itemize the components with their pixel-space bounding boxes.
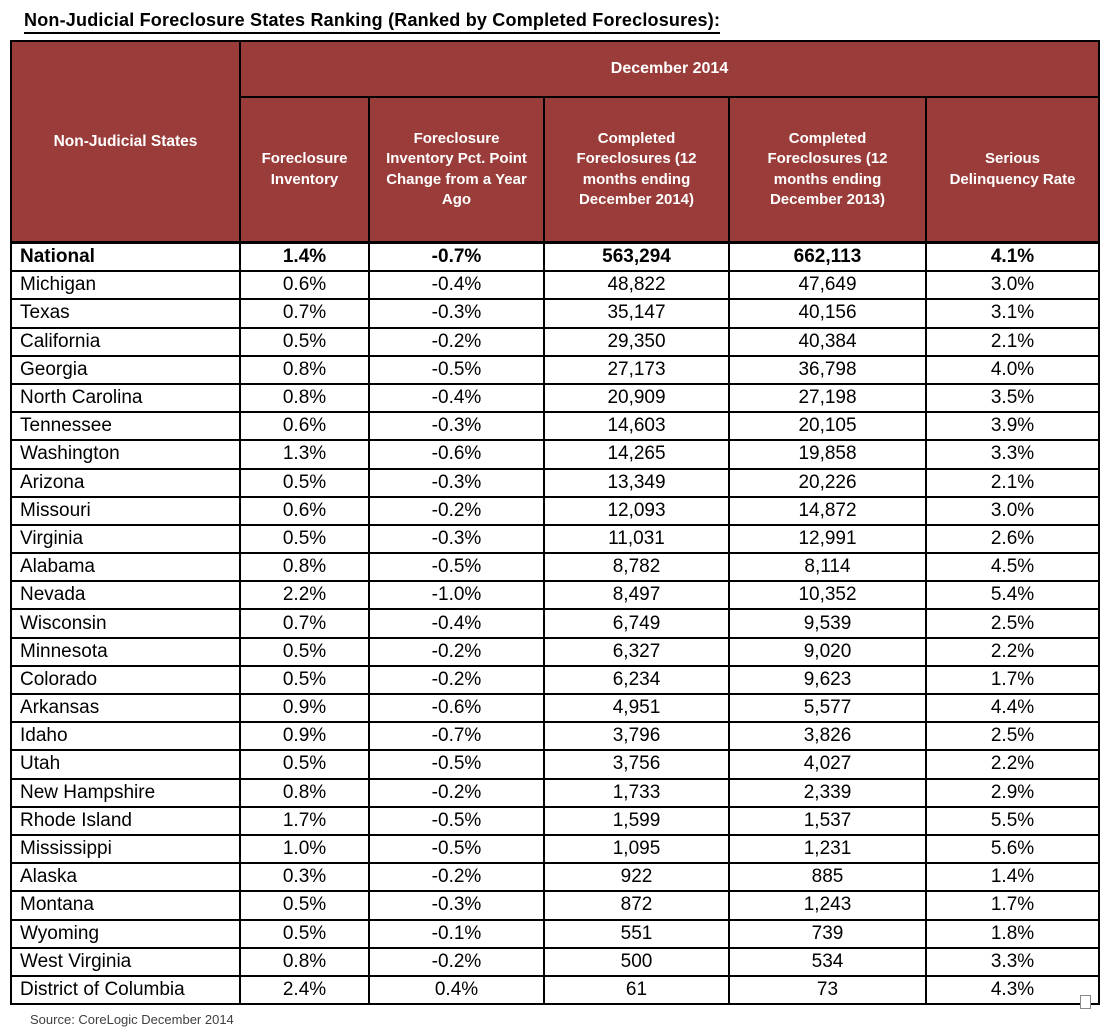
state-name-cell: Mississippi [11, 835, 240, 863]
table-row [11, 638, 1099, 666]
value-cell: 48,822 [544, 271, 729, 299]
value-cell: 885 [729, 863, 926, 891]
state-name-cell: Georgia [11, 356, 240, 384]
value-cell: 20,105 [729, 412, 926, 440]
state-name-cell: Wisconsin [11, 609, 240, 637]
value-cell: 0.4% [369, 976, 544, 1004]
column-header-states: Non-Judicial States [11, 41, 240, 243]
value-cell: -0.3% [369, 299, 544, 327]
value-cell: 9,623 [729, 666, 926, 694]
page-title-text: Non-Judicial Foreclosure States Ranking (Ranked by Completed Foreclosures): [24, 10, 720, 34]
table-body [11, 243, 1099, 1005]
table-row [11, 497, 1099, 525]
value-cell: -0.3% [369, 891, 544, 919]
value-cell: 11,031 [544, 525, 729, 553]
value-cell: -0.6% [369, 440, 544, 468]
state-name-cell: Missouri [11, 497, 240, 525]
value-cell: 0.5% [240, 469, 369, 497]
page-title [24, 10, 1109, 34]
state-name-cell: Utah [11, 750, 240, 778]
table-row [11, 694, 1099, 722]
value-cell: 4.1% [926, 243, 1099, 272]
value-cell: 0.5% [240, 525, 369, 553]
state-name-cell: District of Columbia [11, 976, 240, 1004]
value-cell: 1,733 [544, 779, 729, 807]
value-cell: -0.2% [369, 779, 544, 807]
value-cell: 29,350 [544, 328, 729, 356]
value-cell: 2,339 [729, 779, 926, 807]
state-name-cell: Alaska [11, 863, 240, 891]
value-cell: -0.3% [369, 412, 544, 440]
value-cell: 27,173 [544, 356, 729, 384]
value-cell: 5.5% [926, 807, 1099, 835]
value-cell: 1.0% [240, 835, 369, 863]
value-cell: 3.3% [926, 440, 1099, 468]
value-cell: 0.5% [240, 328, 369, 356]
value-cell: 1.8% [926, 920, 1099, 948]
value-cell: -0.1% [369, 920, 544, 948]
value-cell: 0.8% [240, 384, 369, 412]
value-cell: 4,027 [729, 750, 926, 778]
value-cell: 0.3% [240, 863, 369, 891]
value-cell: 13,349 [544, 469, 729, 497]
value-cell: 0.8% [240, 553, 369, 581]
value-cell: 4.3% [926, 976, 1099, 1004]
state-name-cell: Michigan [11, 271, 240, 299]
value-cell: 2.2% [926, 638, 1099, 666]
value-cell: 12,991 [729, 525, 926, 553]
value-cell: 500 [544, 948, 729, 976]
value-cell: 14,265 [544, 440, 729, 468]
value-cell: 61 [544, 976, 729, 1004]
value-cell: 2.5% [926, 609, 1099, 637]
value-cell: 4.4% [926, 694, 1099, 722]
state-name-cell: Arizona [11, 469, 240, 497]
table-row [11, 553, 1099, 581]
value-cell: 2.4% [240, 976, 369, 1004]
value-cell: 27,198 [729, 384, 926, 412]
foreclosure-ranking-table [10, 40, 1100, 1005]
value-cell: -0.5% [369, 750, 544, 778]
state-name-cell: Tennessee [11, 412, 240, 440]
state-name-cell: North Carolina [11, 384, 240, 412]
value-cell: 0.7% [240, 609, 369, 637]
value-cell: 8,782 [544, 553, 729, 581]
value-cell: 0.5% [240, 638, 369, 666]
value-cell: 9,020 [729, 638, 926, 666]
table-row [11, 356, 1099, 384]
state-name-cell: New Hampshire [11, 779, 240, 807]
value-cell: -0.5% [369, 356, 544, 384]
value-cell: 2.1% [926, 328, 1099, 356]
value-cell: -0.2% [369, 638, 544, 666]
column-header-completed-foreclosures-2013: Completed Foreclosures (12 months ending December 2013) [729, 97, 926, 243]
value-cell: 10,352 [729, 581, 926, 609]
value-cell: 1,599 [544, 807, 729, 835]
value-cell: 0.6% [240, 271, 369, 299]
value-cell: -0.4% [369, 609, 544, 637]
value-cell: 1,243 [729, 891, 926, 919]
value-cell: 1.4% [240, 243, 369, 272]
value-cell: 1.7% [240, 807, 369, 835]
value-cell: 20,226 [729, 469, 926, 497]
column-header-completed-foreclosures-2014: Completed Foreclosures (12 months ending December 2014) [544, 97, 729, 243]
state-name-cell: Minnesota [11, 638, 240, 666]
value-cell: 2.9% [926, 779, 1099, 807]
state-name-cell: Arkansas [11, 694, 240, 722]
table-row [11, 807, 1099, 835]
value-cell: -0.4% [369, 271, 544, 299]
column-header-foreclosure-inventory: Foreclosure Inventory [240, 97, 369, 243]
table-row [11, 384, 1099, 412]
state-name-cell: National [11, 243, 240, 272]
value-cell: 5.6% [926, 835, 1099, 863]
value-cell: 5,577 [729, 694, 926, 722]
state-name-cell: Colorado [11, 666, 240, 694]
table-row [11, 243, 1099, 272]
state-name-cell: Texas [11, 299, 240, 327]
value-cell: -0.4% [369, 384, 544, 412]
state-name-cell: Montana [11, 891, 240, 919]
value-cell: 0.6% [240, 412, 369, 440]
state-name-cell: Idaho [11, 722, 240, 750]
state-name-cell: Alabama [11, 553, 240, 581]
value-cell: 3,756 [544, 750, 729, 778]
value-cell: 662,113 [729, 243, 926, 272]
table-row [11, 412, 1099, 440]
value-cell: -0.5% [369, 835, 544, 863]
table-row [11, 948, 1099, 976]
value-cell: -0.3% [369, 469, 544, 497]
value-cell: -0.2% [369, 863, 544, 891]
table-row [11, 976, 1099, 1004]
value-cell: 73 [729, 976, 926, 1004]
value-cell: 3,826 [729, 722, 926, 750]
value-cell: 40,156 [729, 299, 926, 327]
value-cell: 922 [544, 863, 729, 891]
value-cell: 2.5% [926, 722, 1099, 750]
value-cell: -0.2% [369, 666, 544, 694]
value-cell: 1.3% [240, 440, 369, 468]
state-name-cell: Nevada [11, 581, 240, 609]
table-row [11, 920, 1099, 948]
value-cell: 0.5% [240, 666, 369, 694]
value-cell: 4.5% [926, 553, 1099, 581]
value-cell: 6,749 [544, 609, 729, 637]
value-cell: 1.7% [926, 891, 1099, 919]
value-cell: -0.5% [369, 807, 544, 835]
value-cell: 872 [544, 891, 729, 919]
period-header: December 2014 [240, 41, 1099, 97]
value-cell: 20,909 [544, 384, 729, 412]
state-name-cell: Virginia [11, 525, 240, 553]
table-row [11, 469, 1099, 497]
value-cell: -0.6% [369, 694, 544, 722]
header-row-period [11, 41, 1099, 97]
table-row [11, 863, 1099, 891]
page [0, 10, 1109, 1027]
value-cell: 2.1% [926, 469, 1099, 497]
value-cell: 3.1% [926, 299, 1099, 327]
value-cell: 551 [544, 920, 729, 948]
value-cell: 4.0% [926, 356, 1099, 384]
value-cell: 36,798 [729, 356, 926, 384]
table-row [11, 328, 1099, 356]
value-cell: 739 [729, 920, 926, 948]
value-cell: 3.9% [926, 412, 1099, 440]
table-row [11, 750, 1099, 778]
value-cell: 19,858 [729, 440, 926, 468]
value-cell: 40,384 [729, 328, 926, 356]
table-row [11, 835, 1099, 863]
value-cell: 3,796 [544, 722, 729, 750]
value-cell: 35,147 [544, 299, 729, 327]
table-row [11, 779, 1099, 807]
table-row [11, 525, 1099, 553]
value-cell: 1,231 [729, 835, 926, 863]
column-header-serious-delinquency-rate: Serious Delinquency Rate [926, 97, 1099, 243]
value-cell: 0.8% [240, 779, 369, 807]
value-cell: -1.0% [369, 581, 544, 609]
value-cell: 3.0% [926, 497, 1099, 525]
table-row [11, 299, 1099, 327]
value-cell: 8,114 [729, 553, 926, 581]
value-cell: 1,537 [729, 807, 926, 835]
value-cell: 0.7% [240, 299, 369, 327]
value-cell: 14,603 [544, 412, 729, 440]
value-cell: 6,327 [544, 638, 729, 666]
state-name-cell: West Virginia [11, 948, 240, 976]
value-cell: -0.7% [369, 722, 544, 750]
table-row [11, 666, 1099, 694]
value-cell: 1.4% [926, 863, 1099, 891]
table-row [11, 891, 1099, 919]
table-row [11, 440, 1099, 468]
value-cell: 14,872 [729, 497, 926, 525]
value-cell: 0.8% [240, 356, 369, 384]
value-cell: -0.5% [369, 553, 544, 581]
value-cell: -0.3% [369, 525, 544, 553]
state-name-cell: Rhode Island [11, 807, 240, 835]
table-row [11, 722, 1099, 750]
state-name-cell: Washington [11, 440, 240, 468]
table-header [11, 41, 1099, 243]
value-cell: 12,093 [544, 497, 729, 525]
value-cell: 3.0% [926, 271, 1099, 299]
value-cell: 0.8% [240, 948, 369, 976]
value-cell: 0.9% [240, 694, 369, 722]
value-cell: 534 [729, 948, 926, 976]
value-cell: 2.2% [240, 581, 369, 609]
value-cell: 5.4% [926, 581, 1099, 609]
column-header-inventory-pct-point-change: Foreclosure Inventory Pct. Point Change from a Year Ago [369, 97, 544, 243]
value-cell: -0.2% [369, 948, 544, 976]
value-cell: 0.6% [240, 497, 369, 525]
value-cell: 2.6% [926, 525, 1099, 553]
table-row [11, 609, 1099, 637]
value-cell: 6,234 [544, 666, 729, 694]
table-row [11, 271, 1099, 299]
value-cell: -0.2% [369, 497, 544, 525]
table-row [11, 581, 1099, 609]
value-cell: 0.5% [240, 891, 369, 919]
source-note: Source: CoreLogic December 2014 [30, 1012, 234, 1027]
value-cell: -0.7% [369, 243, 544, 272]
value-cell: 9,539 [729, 609, 926, 637]
value-cell: 563,294 [544, 243, 729, 272]
value-cell: 1.7% [926, 666, 1099, 694]
value-cell: 0.9% [240, 722, 369, 750]
value-cell: 8,497 [544, 581, 729, 609]
value-cell: 47,649 [729, 271, 926, 299]
value-cell: -0.2% [369, 328, 544, 356]
value-cell: 3.3% [926, 948, 1099, 976]
value-cell: 0.5% [240, 920, 369, 948]
value-cell: 2.2% [926, 750, 1099, 778]
value-cell: 1,095 [544, 835, 729, 863]
value-cell: 0.5% [240, 750, 369, 778]
value-cell: 4,951 [544, 694, 729, 722]
value-cell: 3.5% [926, 384, 1099, 412]
state-name-cell: Wyoming [11, 920, 240, 948]
state-name-cell: California [11, 328, 240, 356]
missing-character-box [1080, 995, 1091, 1009]
